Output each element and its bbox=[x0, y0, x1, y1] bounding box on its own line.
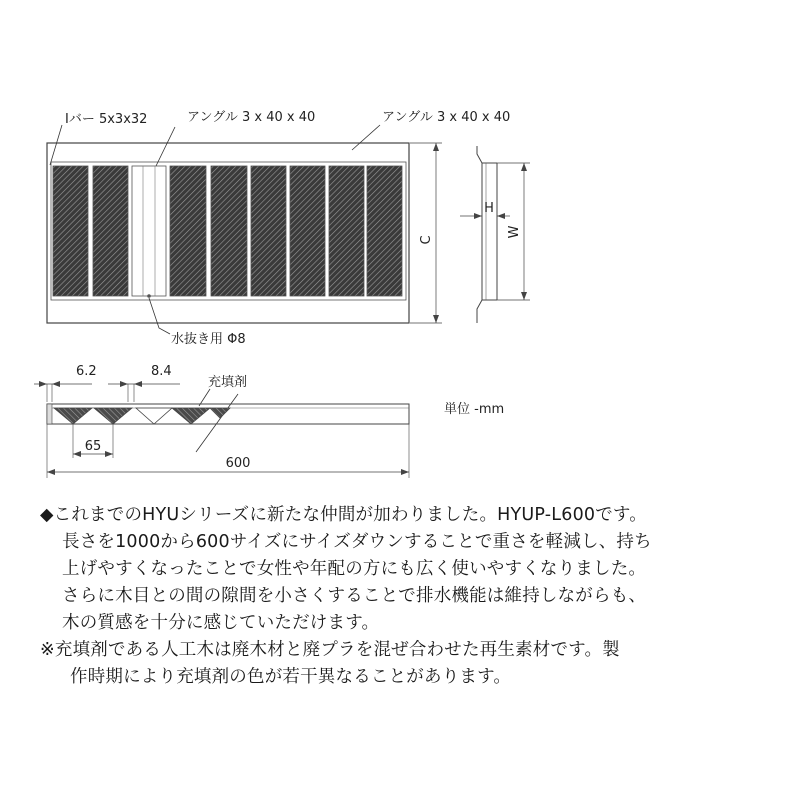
drain-hole bbox=[147, 294, 151, 298]
wood-slats bbox=[53, 166, 402, 296]
plan-view bbox=[47, 110, 510, 347]
filler-profile bbox=[54, 408, 92, 424]
wood-slat bbox=[367, 166, 402, 296]
unit-label: 単位 -mm bbox=[444, 402, 505, 417]
section-view bbox=[34, 364, 409, 478]
wood-slat bbox=[211, 166, 247, 296]
wood-slat bbox=[329, 166, 364, 296]
wood-slat bbox=[170, 166, 206, 296]
filler-profile bbox=[172, 408, 210, 424]
dim-600-label: 600 bbox=[225, 456, 251, 471]
dim-c-label: C bbox=[419, 235, 434, 245]
dim-w-label: W bbox=[507, 225, 522, 239]
dim-8-4-label: 8.4 bbox=[151, 364, 172, 379]
wood-slat bbox=[290, 166, 325, 296]
filler-profile bbox=[94, 408, 132, 424]
wood-slat bbox=[251, 166, 286, 296]
note-line: 上げやすくなったことで女性や年配の方にも広く使いやすくなりました。 bbox=[62, 559, 647, 579]
drain-hole-label: 水抜き用 Φ8 bbox=[171, 332, 246, 347]
description-notes bbox=[40, 502, 780, 691]
wood-slat bbox=[53, 166, 88, 296]
note-line: ※充填剤である人工木は廃木材と廃プラを混ぜ合わせた再生素材です。製 bbox=[40, 640, 620, 660]
note-line: さらに木目との間の隙間を小さくすることで排水機能は維持しながらも、 bbox=[62, 586, 647, 606]
angle-label-right: アングル 3 x 40 x 40 bbox=[382, 110, 511, 125]
note-line: 木の質感を十分に感じていただけます。 bbox=[62, 613, 380, 633]
side-view bbox=[460, 146, 530, 323]
angle-label-left: アングル 3 x 40 x 40 bbox=[187, 110, 316, 125]
dim-65-label: 65 bbox=[84, 439, 102, 454]
dim-h-label: H bbox=[484, 201, 494, 216]
note-line: 長さを1000から600サイズにサイズダウンすることで重さを軽減し、持ち bbox=[62, 532, 652, 552]
center-channel bbox=[132, 166, 166, 298]
dim-6-2-label: 6.2 bbox=[76, 364, 97, 379]
filler-profile bbox=[210, 408, 230, 418]
note-line: ◆これまでのHYUシリーズに新たな仲間が加わりました。HYUP-L600です。 bbox=[40, 505, 647, 525]
dimension-c bbox=[410, 143, 442, 323]
ibar-label: Iバー 5x3x32 bbox=[65, 112, 148, 127]
filler-profile bbox=[136, 408, 172, 424]
wood-slat bbox=[93, 166, 128, 296]
filler-label: 充填剤 bbox=[208, 375, 248, 390]
note-line: 作時期により充填剤の色が若干異なることがあります。 bbox=[70, 667, 512, 687]
